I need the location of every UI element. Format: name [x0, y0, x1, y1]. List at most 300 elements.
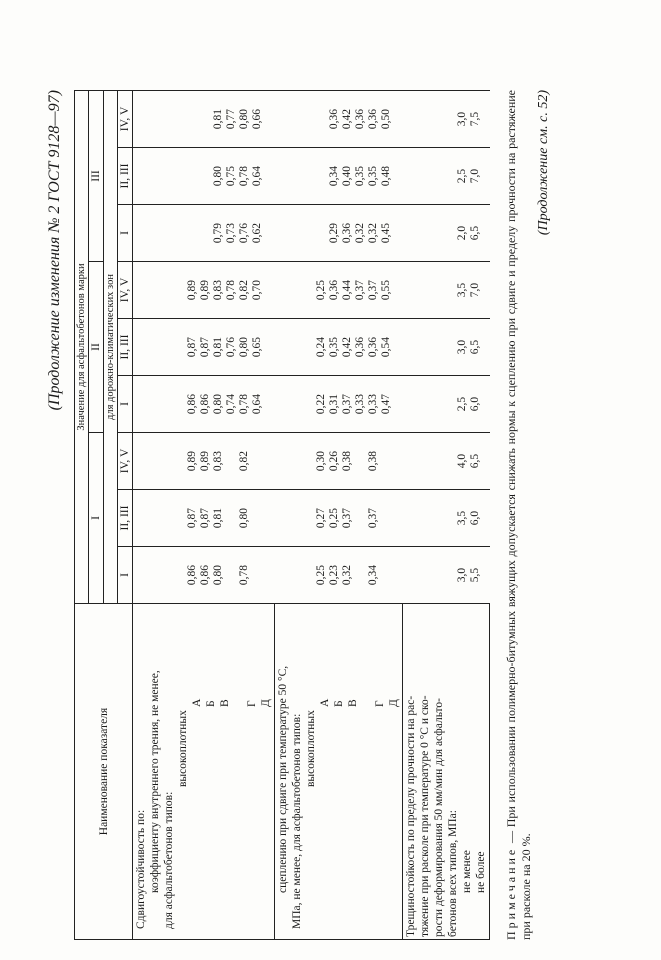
- value-cell: [275, 148, 403, 205]
- value: [417, 150, 430, 202]
- value: [404, 378, 417, 430]
- value: [430, 321, 443, 373]
- value: [430, 492, 443, 544]
- value: 0,36: [353, 336, 366, 358]
- table-row: [133, 91, 275, 940]
- indicator-line: тяжение при расколе при температуре 0 °С и ско-: [419, 695, 431, 937]
- value: [302, 378, 315, 430]
- value: [276, 93, 289, 145]
- value: [173, 207, 186, 259]
- value: [134, 378, 147, 430]
- value: [225, 492, 238, 544]
- value: [147, 549, 160, 601]
- value: [289, 492, 302, 544]
- value: [302, 549, 315, 601]
- value: [302, 321, 315, 373]
- value: [199, 207, 212, 259]
- value-cell: [133, 205, 275, 262]
- value: 3,5: [455, 510, 468, 526]
- value-cell: [403, 433, 490, 490]
- indicator-line: [232, 606, 245, 937]
- value: 0,89: [186, 279, 198, 301]
- value: 0,83: [212, 450, 224, 472]
- value: [302, 150, 315, 202]
- value: [199, 150, 212, 202]
- value: [289, 264, 302, 316]
- value: [430, 378, 443, 430]
- value: [302, 264, 315, 316]
- value: [443, 150, 456, 202]
- value-cell: [133, 490, 275, 547]
- value: [147, 378, 160, 430]
- value: 0,37: [340, 393, 353, 415]
- value-cell: [403, 547, 490, 604]
- value: 0,79: [212, 222, 224, 244]
- value: 0,44: [340, 279, 353, 301]
- value: [134, 264, 147, 316]
- value: 0,37: [340, 507, 353, 529]
- zone-header: IV, V: [118, 433, 133, 490]
- value: [251, 492, 264, 544]
- indicator-line: Г: [374, 700, 386, 707]
- value: 0,80: [212, 165, 224, 187]
- value: 0,80: [238, 507, 250, 529]
- value: [430, 435, 443, 487]
- value-cell: [275, 91, 403, 148]
- indicator-line: Д: [388, 699, 400, 707]
- value: [173, 549, 186, 601]
- value: [147, 207, 160, 259]
- value-cell: [403, 490, 490, 547]
- value: [276, 378, 289, 430]
- value: 0,36: [366, 336, 379, 358]
- value: [276, 321, 289, 373]
- indicator-line: В: [219, 699, 231, 707]
- indicator-line: бетонов всех типов, МПа:: [447, 810, 459, 937]
- table-note: [504, 90, 534, 940]
- value: [404, 492, 417, 544]
- zone-header: II, III: [118, 490, 133, 547]
- value: 6,5: [468, 453, 481, 469]
- indicator-line: Б: [205, 700, 217, 707]
- value-cell: [275, 490, 403, 547]
- value: [186, 93, 199, 145]
- value: [417, 435, 430, 487]
- zone-header: II, III: [118, 319, 133, 376]
- value: 0,78: [238, 564, 250, 586]
- value: [134, 321, 147, 373]
- value: [430, 93, 443, 145]
- value: [380, 492, 393, 544]
- value: 0,87: [186, 507, 198, 529]
- value: 0,76: [225, 336, 237, 358]
- value: 0,64: [251, 165, 263, 187]
- value: [160, 207, 173, 259]
- value: 0,64: [251, 393, 263, 415]
- value: [404, 264, 417, 316]
- indicator-cell: [275, 604, 403, 940]
- value: [289, 549, 302, 601]
- indicator-line: сцеплению при сдвиге при температуре 50 °С,: [277, 665, 289, 893]
- indicator-line: Трещиностойкость по пределу прочности на рас-: [405, 695, 417, 937]
- zone-header: II, III: [118, 148, 133, 205]
- value: 0,34: [366, 564, 379, 586]
- value: [354, 435, 367, 487]
- value: 0,32: [366, 222, 379, 244]
- value: 0,45: [379, 222, 392, 244]
- value: [173, 492, 186, 544]
- value: [417, 492, 430, 544]
- value: 0,66: [251, 108, 263, 130]
- indicator-line: МПа, не менее, для асфальтобетонов типов:: [291, 713, 303, 929]
- value: 0,31: [327, 393, 340, 415]
- value: 2,0: [455, 225, 468, 241]
- value-cell: [403, 376, 490, 433]
- value: 0,38: [340, 450, 353, 472]
- value: 0,81: [212, 507, 224, 529]
- value: [417, 93, 430, 145]
- value: [302, 492, 315, 544]
- indicator-column-header: Наименование показателя: [75, 604, 133, 940]
- value: 0,80: [238, 336, 250, 358]
- value: 0,74: [225, 393, 237, 415]
- value-cell: [133, 319, 275, 376]
- indicator-line: коэффициенту внутреннего трения, не менее,: [149, 670, 161, 893]
- value: [417, 264, 430, 316]
- value: 0,65: [251, 336, 263, 358]
- value: [404, 93, 417, 145]
- value: [354, 549, 367, 601]
- page-footer: (Продолжение см. с. 52): [536, 90, 551, 236]
- value: 0,86: [186, 564, 198, 586]
- value-cell: [133, 148, 275, 205]
- value: 0,48: [379, 165, 392, 187]
- value: 0,82: [238, 450, 250, 472]
- value: 0,86: [186, 393, 198, 415]
- rotated-page: [36, 60, 596, 960]
- zone-header: IV, V: [118, 262, 133, 319]
- indicator-line: не менее: [461, 850, 473, 893]
- value: 0,36: [353, 108, 366, 130]
- value: 0,62: [251, 222, 263, 244]
- indicator-line: А: [191, 698, 203, 707]
- value: 6,0: [468, 510, 481, 526]
- value: 0,37: [353, 279, 366, 301]
- value: [289, 150, 302, 202]
- value: [251, 435, 264, 487]
- table-row: [275, 91, 403, 940]
- value: 3,0: [455, 339, 468, 355]
- value: [173, 93, 186, 145]
- value: 0,55: [379, 279, 392, 301]
- mark-header: I: [89, 433, 104, 604]
- value: [251, 549, 264, 601]
- value: [443, 321, 456, 373]
- value: 0,70: [251, 279, 263, 301]
- value-cell: [133, 376, 275, 433]
- value: 0,27: [314, 507, 327, 529]
- value: 0,36: [327, 108, 340, 130]
- indicator-line: Б: [333, 700, 345, 707]
- value: [173, 321, 186, 373]
- value: [443, 378, 456, 430]
- table-row: [403, 91, 490, 940]
- zone-group-header: для дорожно-климатических зон: [104, 91, 118, 604]
- value: [276, 492, 289, 544]
- value: 0,82: [238, 279, 250, 301]
- value-cell: [403, 319, 490, 376]
- value: 0,36: [340, 222, 353, 244]
- value: [147, 435, 160, 487]
- value: [186, 207, 199, 259]
- value: 0,80: [212, 564, 224, 586]
- value: [443, 435, 456, 487]
- indicator-line: Д: [260, 699, 272, 707]
- value: 0,80: [238, 108, 250, 130]
- value: [417, 321, 430, 373]
- value: [289, 435, 302, 487]
- value-cell: [275, 547, 403, 604]
- value: 0,78: [238, 393, 250, 415]
- indicator-line: высокоплотных: [177, 710, 189, 787]
- value: 2,5: [455, 396, 468, 412]
- value: 0,33: [366, 393, 379, 415]
- value: [147, 150, 160, 202]
- value: [417, 378, 430, 430]
- value: [147, 93, 160, 145]
- value: 7,0: [468, 168, 481, 184]
- indicator-line: А: [319, 698, 331, 707]
- mark-header: III: [89, 91, 104, 262]
- value: 0,25: [327, 507, 340, 529]
- value: 0,34: [327, 165, 340, 187]
- value: 0,86: [199, 393, 211, 415]
- value: [147, 264, 160, 316]
- value: [289, 321, 302, 373]
- value: [443, 207, 456, 259]
- properties-table: [74, 90, 490, 940]
- value: [354, 492, 367, 544]
- value: 0,30: [314, 450, 327, 472]
- indicator-line: Г: [246, 700, 258, 707]
- value: 0,78: [225, 279, 237, 301]
- value: [302, 435, 315, 487]
- value: [430, 264, 443, 316]
- indicator-line: В: [347, 699, 359, 707]
- indicator-line: [360, 606, 373, 937]
- value: [276, 435, 289, 487]
- value: 0,25: [314, 279, 327, 301]
- value: 0,87: [186, 336, 198, 358]
- value: [160, 321, 173, 373]
- value: [380, 435, 393, 487]
- indicator-line: рости деформирования 50 мм/мин для асфальто-: [433, 698, 445, 937]
- value: [302, 207, 315, 259]
- value: [315, 150, 328, 202]
- value: [443, 264, 456, 316]
- value-cell: [275, 262, 403, 319]
- value: 0,26: [327, 450, 340, 472]
- zone-header: I: [118, 547, 133, 604]
- value: 0,22: [314, 393, 327, 415]
- value: [134, 549, 147, 601]
- value-cell: [403, 148, 490, 205]
- value-group-header: Значение для асфальтобетонов марки: [75, 91, 89, 604]
- value: 7,0: [468, 282, 481, 298]
- value: [160, 435, 173, 487]
- value: 0,87: [199, 336, 211, 358]
- value: 6,5: [468, 339, 481, 355]
- indicator-line: Сдвигоустойчивость по:: [135, 809, 147, 929]
- value: 0,33: [353, 393, 366, 415]
- value: [160, 150, 173, 202]
- value: [404, 150, 417, 202]
- value: [276, 264, 289, 316]
- value: 0,40: [340, 165, 353, 187]
- value: 3,0: [455, 567, 468, 583]
- mark-header: II: [89, 262, 104, 433]
- value: [404, 321, 417, 373]
- value: [160, 492, 173, 544]
- value: 3,5: [455, 282, 468, 298]
- value: [173, 150, 186, 202]
- value-cell: [133, 91, 275, 148]
- value: 0,47: [379, 393, 392, 415]
- value: 3,0: [455, 111, 468, 127]
- value: 0,36: [366, 108, 379, 130]
- value-cell: [275, 319, 403, 376]
- value: [404, 207, 417, 259]
- value: 0,35: [366, 165, 379, 187]
- value: 0,81: [212, 336, 224, 358]
- value: [417, 207, 430, 259]
- value: 0,25: [314, 564, 327, 586]
- value-cell: [403, 262, 490, 319]
- value: 0,81: [212, 108, 224, 130]
- value: 0,77: [225, 108, 237, 130]
- value-cell: [275, 433, 403, 490]
- value: 0,32: [340, 564, 353, 586]
- page-header: (Продолжение изменения № 2 ГОСТ 9128—97): [46, 90, 63, 411]
- value: [302, 93, 315, 145]
- value: [160, 549, 173, 601]
- value: 0,42: [340, 336, 353, 358]
- value: [289, 93, 302, 145]
- note-text: — При использовании полимерно-битумных вяжущих допускается снижать нормы к сцеплению при сдвиге и пределу прочности на растяжение при расколе на 20 %.: [504, 90, 533, 940]
- value: 0,83: [212, 279, 224, 301]
- value: [134, 93, 147, 145]
- value-cell: [275, 376, 403, 433]
- value: 0,38: [366, 450, 379, 472]
- value: 0,78: [238, 165, 250, 187]
- value-cell: [403, 91, 490, 148]
- value: [147, 492, 160, 544]
- value: 0,75: [225, 165, 237, 187]
- indicator-cell: [133, 604, 275, 940]
- value: [430, 549, 443, 601]
- value: [430, 150, 443, 202]
- value: [160, 264, 173, 316]
- value: [160, 378, 173, 430]
- value: 0,35: [353, 165, 366, 187]
- value: [134, 207, 147, 259]
- value: 0,37: [366, 507, 379, 529]
- value: [225, 435, 238, 487]
- value: 0,89: [199, 450, 211, 472]
- value: [173, 264, 186, 316]
- value: 0,89: [186, 450, 198, 472]
- value: 6,0: [468, 396, 481, 412]
- zone-header: I: [118, 205, 133, 262]
- note-label: Примечание: [504, 846, 518, 940]
- value: [404, 549, 417, 601]
- value: 6,5: [468, 225, 481, 241]
- value: [134, 150, 147, 202]
- indicator-cell: [403, 604, 490, 940]
- value: [417, 549, 430, 601]
- value: 0,23: [327, 564, 340, 586]
- value-cell: [133, 433, 275, 490]
- value: 0,32: [353, 222, 366, 244]
- value: 0,24: [314, 336, 327, 358]
- value: [225, 549, 238, 601]
- indicator-line: высокоплотных: [305, 710, 317, 787]
- value: [443, 492, 456, 544]
- value: 0,50: [379, 108, 392, 130]
- value-cell: [275, 205, 403, 262]
- value: [289, 207, 302, 259]
- value-cell: [133, 262, 275, 319]
- value: 0,36: [327, 279, 340, 301]
- value: 0,76: [238, 222, 250, 244]
- indicator-line: для асфальтобетонов типов:: [163, 791, 175, 929]
- value: 0,86: [199, 564, 211, 586]
- value: [199, 93, 212, 145]
- value: [160, 93, 173, 145]
- value: [430, 207, 443, 259]
- value: [380, 549, 393, 601]
- value: [173, 378, 186, 430]
- value: [443, 93, 456, 145]
- value: 0,73: [225, 222, 237, 244]
- value: [276, 549, 289, 601]
- value: [404, 435, 417, 487]
- value: 4,0: [455, 453, 468, 469]
- value: [315, 93, 328, 145]
- value: [134, 492, 147, 544]
- value: [173, 435, 186, 487]
- value: 0,87: [199, 507, 211, 529]
- value: 0,35: [327, 336, 340, 358]
- value-cell: [133, 547, 275, 604]
- value: [147, 321, 160, 373]
- value: 0,80: [212, 393, 224, 415]
- value: [443, 549, 456, 601]
- value: 0,42: [340, 108, 353, 130]
- value: [276, 150, 289, 202]
- value: [134, 435, 147, 487]
- value: 0,37: [366, 279, 379, 301]
- value: 5,5: [468, 567, 481, 583]
- indicator-line: не более: [475, 851, 487, 893]
- value: [186, 150, 199, 202]
- value: [315, 207, 328, 259]
- zone-header: I: [118, 376, 133, 433]
- value: 0,29: [327, 222, 340, 244]
- zone-header: IV, V: [118, 91, 133, 148]
- value: 0,89: [199, 279, 211, 301]
- value: [289, 378, 302, 430]
